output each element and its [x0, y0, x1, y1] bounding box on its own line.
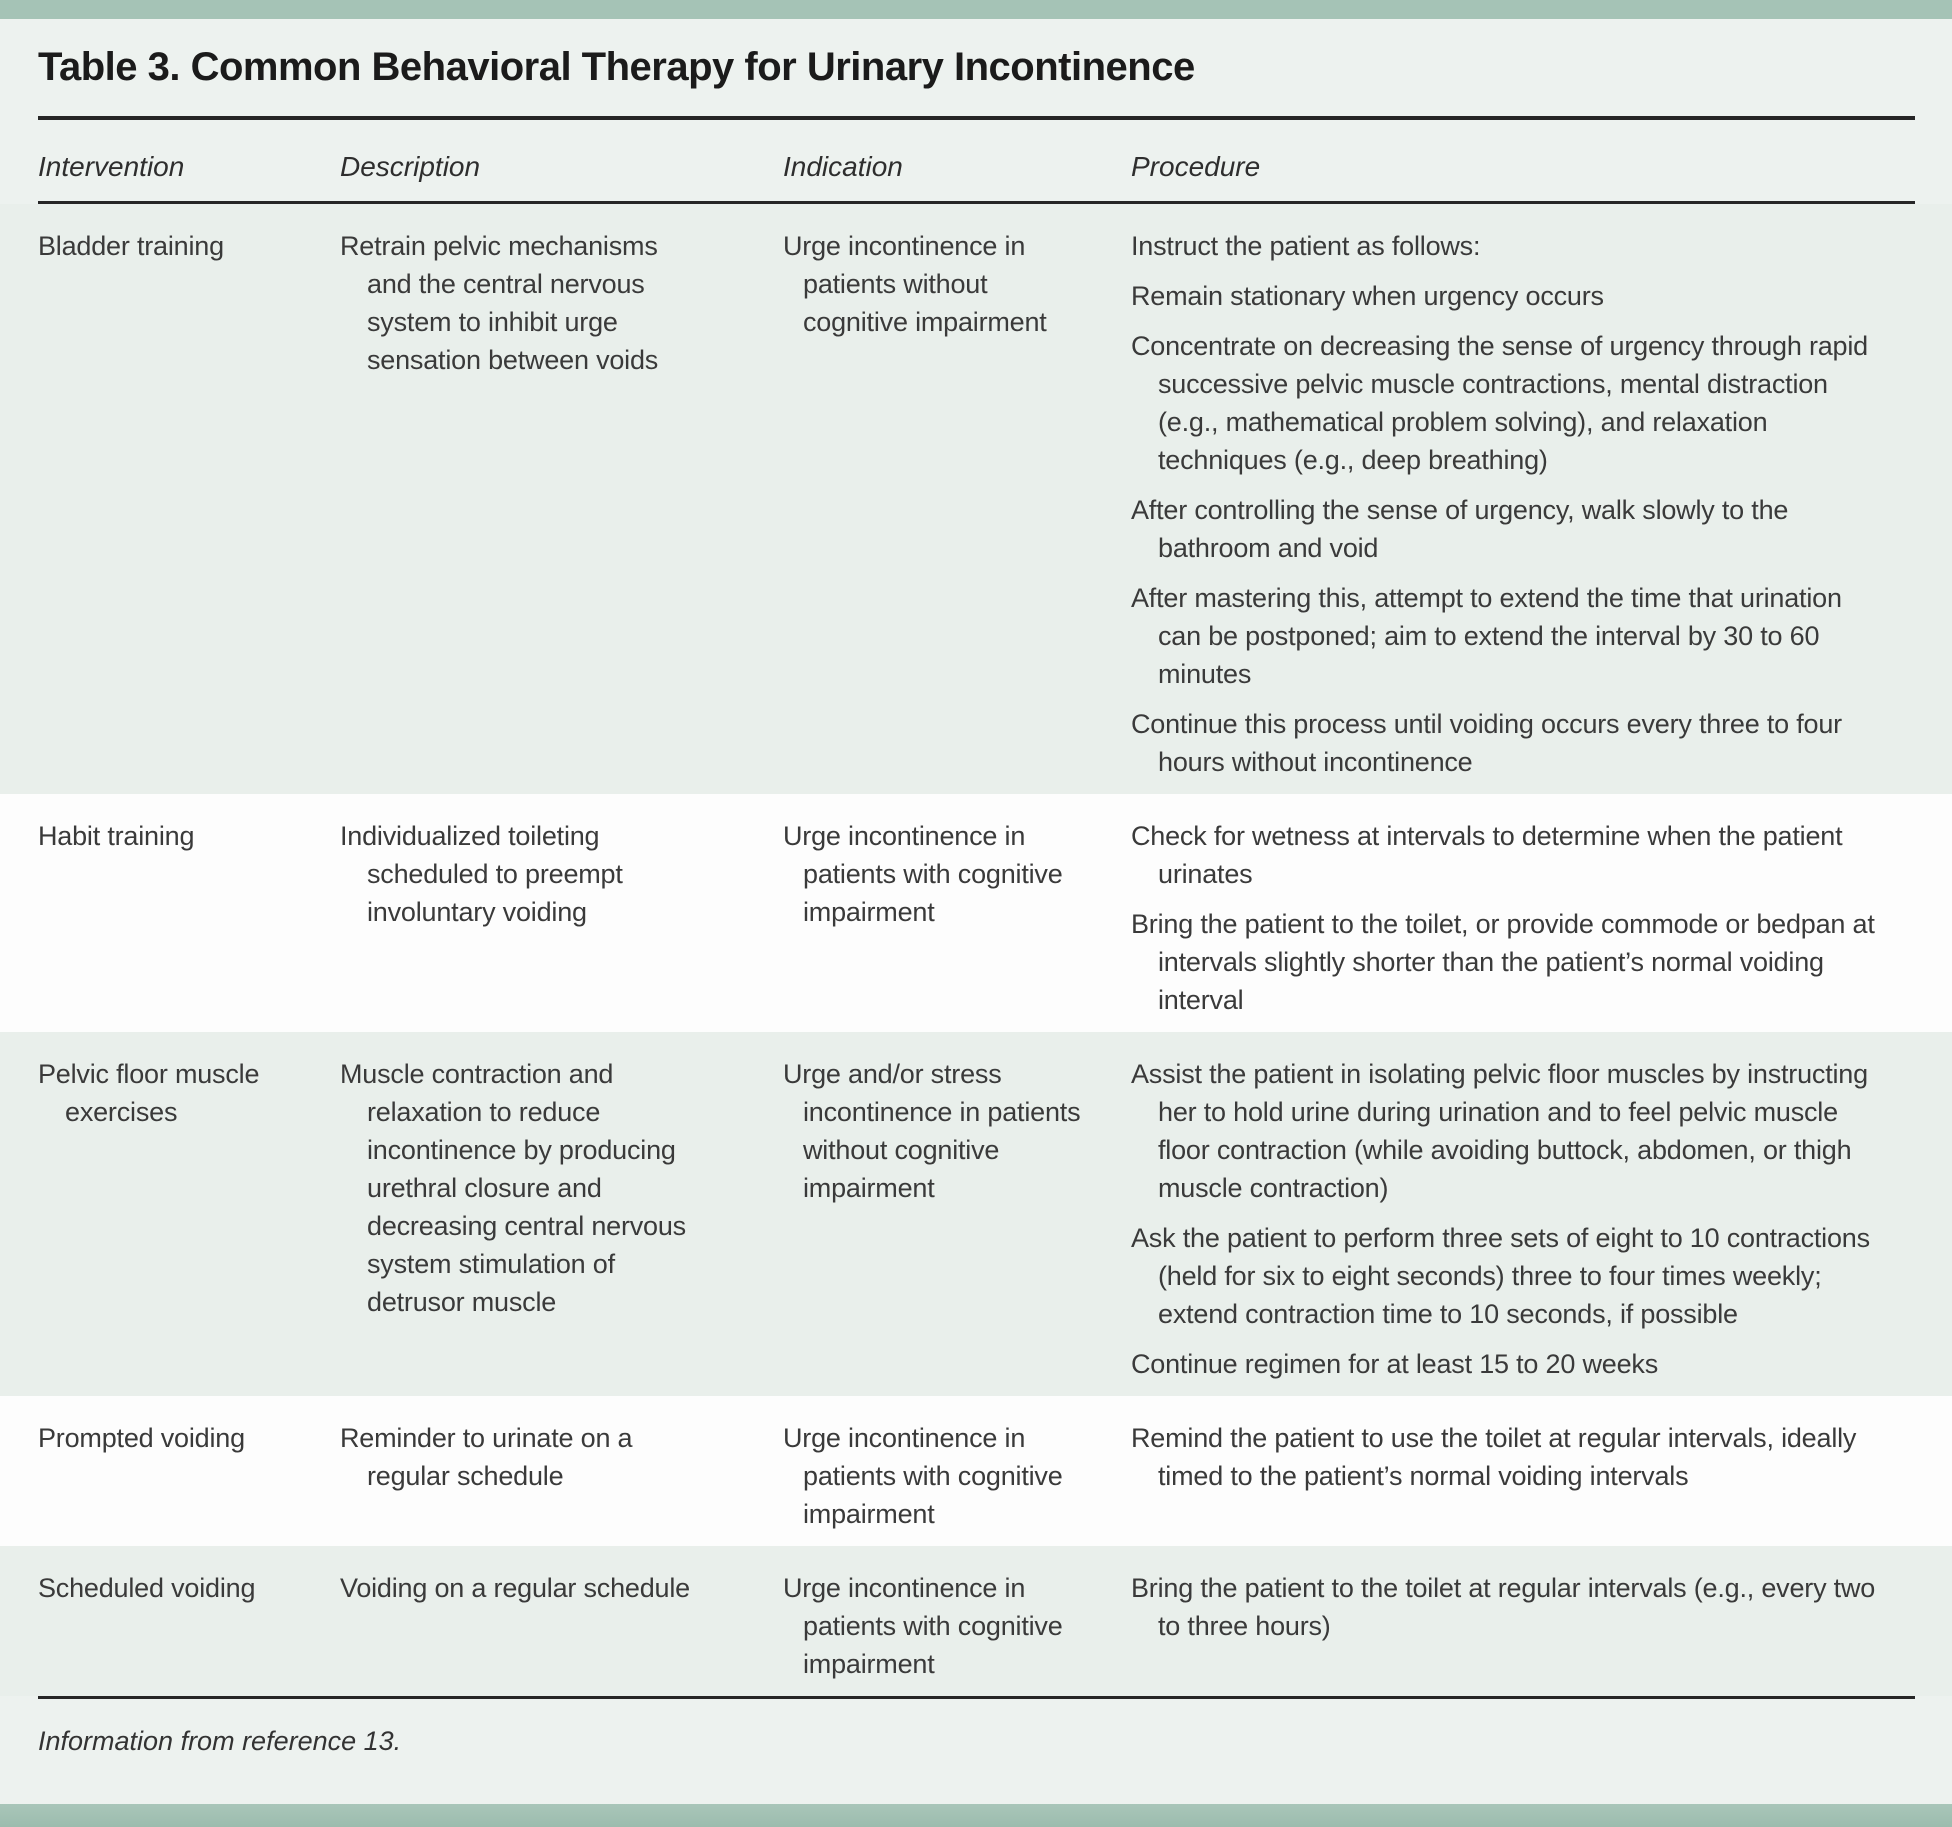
cell-description [340, 1419, 783, 1533]
cell-description [340, 227, 783, 781]
procedure-step: Continue this process until voiding occurs every three to four hours without incontinence [1131, 709, 1842, 777]
procedure-step: Continue regimen for at least 15 to 20 weeks [1131, 1349, 1659, 1379]
procedure-step: Ask the patient to perform three sets of eight to 10 contractions (held for six to eight seconds) three to four times weekly; extend contraction time to 10 seconds, if possible [1131, 1223, 1870, 1329]
cell-procedure [1131, 1569, 1915, 1683]
procedure-step: Assist the patient in isolating pelvic floor muscles by instructing her to hold urine during urination and to feel pelvic muscle floor contraction (while avoiding buttock, abdomen, or thigh muscle contraction) [1131, 1059, 1868, 1203]
indication-text: Urge incontinence in patients with cognitive impairment [783, 821, 1063, 927]
table-row [0, 1546, 1952, 1696]
cell-indication [783, 817, 1131, 1019]
description-text: Individualized toileting scheduled to preempt involuntary voiding [340, 821, 623, 927]
procedure-step: Bring the patient to the toilet, or provide commode or bedpan at intervals slightly shorter than the patient’s normal voiding interval [1131, 909, 1875, 1015]
description-text: Reminder to urinate on a regular schedule [340, 1423, 633, 1491]
table-row [0, 1396, 1952, 1546]
title-rule [38, 116, 1915, 120]
description-text: Muscle contraction and relaxation to reduce incontinence by producing urethral closure and decreasing central nervous system stimulation of detrusor muscle [340, 1059, 686, 1317]
description-text: Retrain pelvic mechanisms and the central nervous system to inhibit urge sensation between voids [340, 231, 659, 375]
cell-intervention [38, 227, 340, 781]
table-row [0, 794, 1952, 1032]
indication-text: Urge incontinence in patients with cognitive impairment [783, 1573, 1063, 1679]
source-footnote: Information from reference 13. [38, 1726, 402, 1756]
intervention-text: Habit training [38, 821, 195, 851]
top-accent-bar [0, 0, 1952, 19]
indication-text: Urge incontinence in patients without cognitive impairment [783, 231, 1047, 337]
column-header-description: Description [340, 151, 481, 182]
intervention-text: Scheduled voiding [38, 1573, 256, 1603]
table-header-section [0, 43, 1952, 204]
column-header-row [38, 150, 1915, 184]
table-title: Table 3. Common Behavioral Therapy for Urinary Incontinence [38, 45, 1195, 89]
procedure-step: Instruct the patient as follows: [1131, 231, 1481, 261]
procedure-step: Bring the patient to the toilet at regular intervals (e.g., every two to three hours) [1131, 1573, 1876, 1641]
cell-description [340, 1055, 783, 1383]
cell-intervention [38, 1569, 340, 1683]
description-text: Voiding on a regular schedule [340, 1573, 690, 1603]
cell-description [340, 817, 783, 1019]
procedure-step: Remain stationary when urgency occurs [1131, 281, 1604, 311]
cell-intervention [38, 1055, 340, 1383]
column-header-procedure: Procedure [1131, 151, 1261, 182]
footer-rule [38, 1696, 1915, 1699]
cell-procedure [1131, 1419, 1915, 1533]
cell-procedure [1131, 227, 1915, 781]
procedure-step: Check for wetness at intervals to determine when the patient urinates [1131, 821, 1843, 889]
column-header-indication: Indication [783, 151, 903, 182]
procedure-step: Remind the patient to use the toilet at regular intervals, ideally timed to the patient’s normal voiding intervals [1131, 1423, 1857, 1491]
cell-indication [783, 227, 1131, 781]
cell-procedure [1131, 817, 1915, 1019]
intervention-text: Prompted voiding [38, 1423, 245, 1453]
table-row [0, 1032, 1952, 1396]
cell-procedure [1131, 1055, 1915, 1383]
intervention-text: Pelvic floor muscle exercises [38, 1059, 260, 1127]
procedure-step: After mastering this, attempt to extend the time that urination can be postponed; aim to extend the interval by 30 to 60 minutes [1131, 583, 1842, 689]
cell-indication [783, 1419, 1131, 1533]
indication-text: Urge and/or stress incontinence in patients without cognitive impairment [783, 1059, 1081, 1203]
cell-intervention [38, 817, 340, 1019]
cell-description [340, 1569, 783, 1683]
intervention-text: Bladder training [38, 231, 224, 261]
indication-text: Urge incontinence in patients with cognitive impairment [783, 1423, 1063, 1529]
table-row [0, 204, 1952, 794]
column-header-intervention: Intervention [38, 151, 185, 182]
cell-intervention [38, 1419, 340, 1533]
cell-indication [783, 1055, 1131, 1383]
bottom-accent-bar [0, 1804, 1952, 1827]
procedure-step: Concentrate on decreasing the sense of urgency through rapid successive pelvic muscle contractions, mental distraction (e.g., mathematical problem solving), and relaxation techniques (e.g., deep breathing) [1131, 331, 1868, 475]
procedure-step: After controlling the sense of urgency, walk slowly to the bathroom and void [1131, 495, 1789, 563]
table-footer-section [0, 1696, 1952, 1757]
cell-indication [783, 1569, 1131, 1683]
